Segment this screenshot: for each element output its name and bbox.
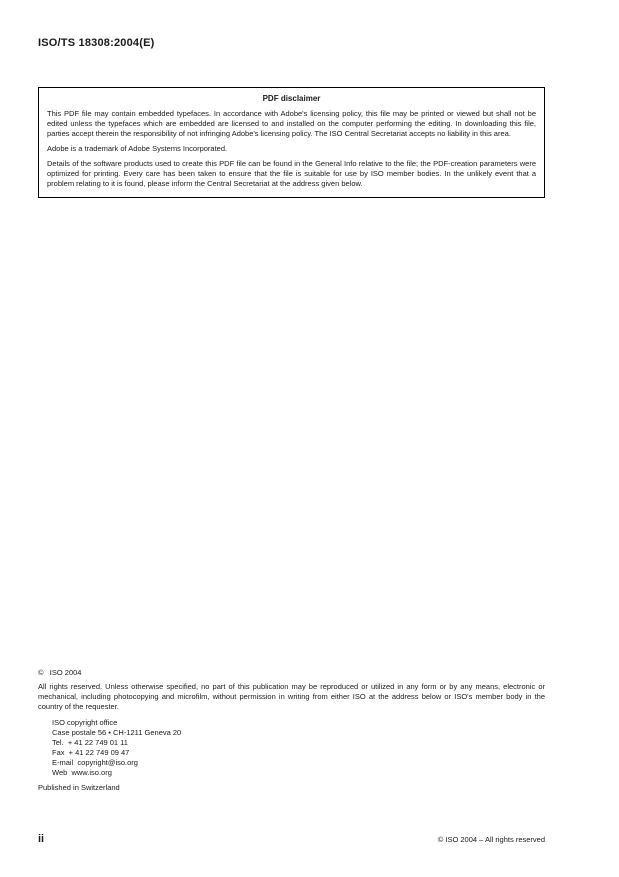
page-number: ii: [38, 833, 45, 845]
footer-copyright: © ISO 2004 – All rights reserved: [437, 835, 545, 844]
copyright-notice: © ISO 2004: [38, 668, 82, 677]
address-line-office: ISO copyright office: [52, 718, 118, 727]
address-line-email: E-mail copyright@iso.org: [52, 758, 138, 767]
disclaimer-paragraph-trademark: Adobe is a trademark of Adobe Systems Incorporated.: [47, 144, 228, 153]
address-line-tel: Tel. + 41 22 749 01 11: [52, 738, 128, 747]
disclaimer-title: PDF disclaimer: [262, 94, 321, 103]
address-line-postal: Case postale 56 • CH-1211 Geneva 20: [52, 728, 182, 737]
page-footer: [38, 833, 545, 845]
rights-reserved-text: All rights reserved. Unless otherwise specified, no part of this publication may be reproduced or utilized in any form or by any means, electronic or mechanical, including photocopying and microfilm, without permission in writing from either ISO at the address below or ISO's member body in the country of the requester.: [38, 682, 545, 711]
copyright-block: [38, 668, 545, 793]
document-reference: ISO/TS 18308:2004(E): [38, 37, 155, 49]
disclaimer-paragraph-software: Details of the software products used to create this PDF file can be found in the General Info relative to the file; the PDF-creation parameters were optimized for printing. Every care has been taken to ensure that the file is suitable for use by ISO member bodies. In the unlikely event that a problem relating to it is found, please inform the Central Secretariat at the address given below.: [47, 159, 536, 188]
address-line-web: Web www.iso.org: [52, 768, 112, 777]
disclaimer-paragraph-typefaces: This PDF file may contain embedded typefaces. In accordance with Adobe's licensing policy, this file may be printed or viewed but shall not be edited unless the typefaces which are embedded are licensed to and installed on the computer performing the editing. In downloading this file, parties accept therein the responsibility of not infringing Adobe's licensing policy. The ISO Central Secretariat accepts no liability in this area.: [47, 109, 536, 138]
published-note: Published in Switzerland: [38, 783, 120, 792]
pdf-disclaimer-box: [38, 87, 545, 198]
copyright-office-address: [52, 718, 545, 778]
address-line-fax: Fax + 41 22 749 09 47: [52, 748, 130, 757]
